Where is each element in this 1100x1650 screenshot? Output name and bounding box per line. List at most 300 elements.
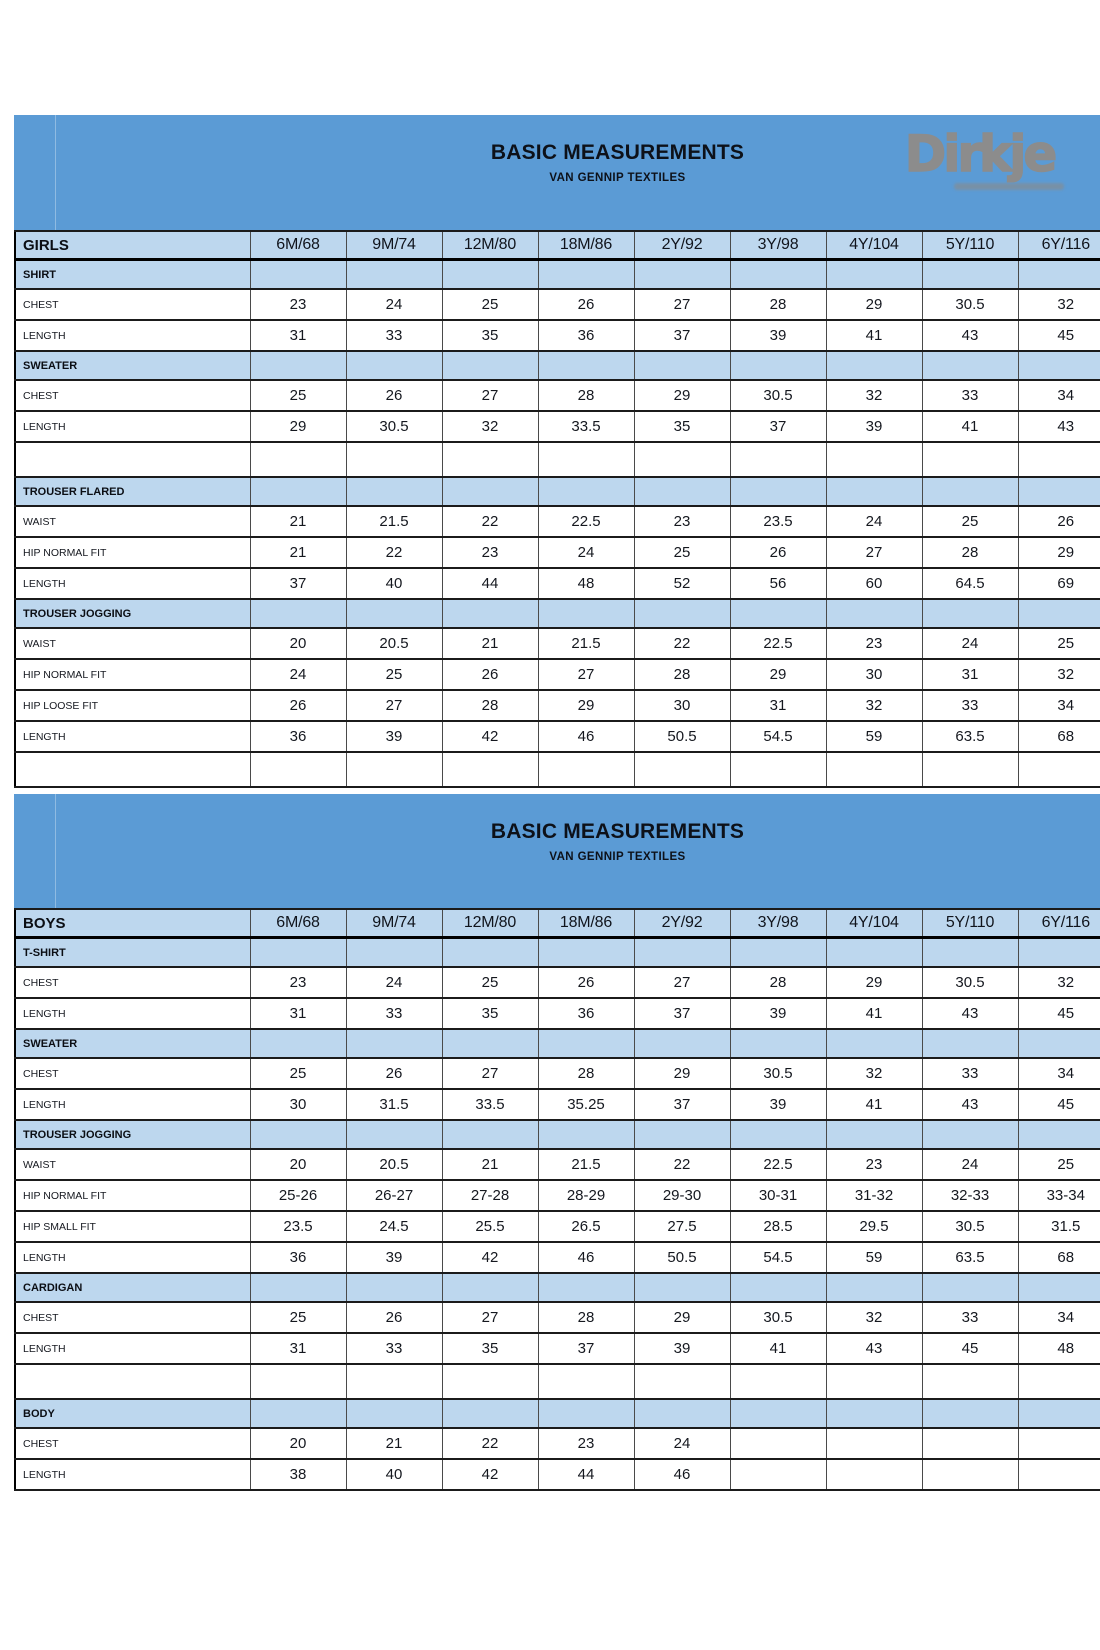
empty-cell <box>826 1273 922 1302</box>
empty-cell <box>538 1029 634 1058</box>
boys-size-table <box>14 908 1100 1491</box>
value-cell: 45 <box>1018 998 1100 1029</box>
value-cell: 29.5 <box>826 1211 922 1242</box>
value-cell: 33.5 <box>538 411 634 442</box>
value-cell: 29 <box>250 411 346 442</box>
value-cell: 21 <box>250 506 346 537</box>
empty-cell <box>538 442 634 477</box>
size-column-header: 4Y/104 <box>826 231 922 260</box>
dirkje-logo <box>872 125 1087 190</box>
page-title: BASIC MEASUREMENTS <box>490 141 745 164</box>
value-cell: 50.5 <box>634 721 730 752</box>
value-cell: 35.25 <box>538 1089 634 1120</box>
value-cell: 33 <box>922 690 1018 721</box>
empty-cell <box>1018 752 1100 787</box>
row-label: LENGTH <box>15 411 250 442</box>
empty-cell <box>730 1029 826 1058</box>
value-cell: 26 <box>730 537 826 568</box>
empty-cell <box>634 442 730 477</box>
empty-cell <box>730 938 826 968</box>
table-group-header: GIRLS <box>15 231 250 260</box>
value-cell: 30.5 <box>922 967 1018 998</box>
row-label: HIP NORMAL FIT <box>15 659 250 690</box>
value-cell: 30.5 <box>346 411 442 442</box>
value-cell: 28-29 <box>538 1180 634 1211</box>
value-cell: 28 <box>442 690 538 721</box>
value-cell: 39 <box>730 998 826 1029</box>
value-cell: 37 <box>634 998 730 1029</box>
empty-cell <box>250 260 346 290</box>
empty-cell <box>1018 599 1100 628</box>
value-cell: 30 <box>826 659 922 690</box>
measurement-row <box>15 1180 1100 1211</box>
value-cell: 24.5 <box>346 1211 442 1242</box>
empty-cell <box>826 260 922 290</box>
value-cell: 33 <box>346 320 442 351</box>
value-cell: 22 <box>442 506 538 537</box>
measurement-row <box>15 659 1100 690</box>
value-cell: 20 <box>250 1149 346 1180</box>
value-cell: 45 <box>1018 1089 1100 1120</box>
size-column-header: 2Y/92 <box>634 909 730 938</box>
value-cell: 22 <box>634 628 730 659</box>
empty-cell <box>538 1364 634 1399</box>
value-cell: 22 <box>442 1428 538 1459</box>
empty-cell <box>730 260 826 290</box>
empty-cell <box>346 938 442 968</box>
value-cell: 31 <box>250 1333 346 1364</box>
value-cell: 37 <box>250 568 346 599</box>
empty-cell <box>442 442 538 477</box>
measurement-row <box>15 289 1100 320</box>
measurement-row <box>15 1242 1100 1273</box>
empty-cell <box>826 442 922 477</box>
measurement-row <box>15 1211 1100 1242</box>
value-cell: 41 <box>826 1089 922 1120</box>
value-cell: 48 <box>538 568 634 599</box>
page-subtitle: VAN GENNIP TEXTILES <box>549 172 686 184</box>
value-cell: 59 <box>826 721 922 752</box>
value-cell: 45 <box>1018 320 1100 351</box>
measurement-row <box>15 411 1100 442</box>
row-label: TROUSER JOGGING <box>15 1120 250 1149</box>
size-column-header: 12M/80 <box>442 909 538 938</box>
section-row <box>15 1399 1100 1428</box>
spacer-row <box>15 752 1100 787</box>
value-cell: 22 <box>634 1149 730 1180</box>
value-cell: 22.5 <box>538 506 634 537</box>
empty-cell <box>634 477 730 506</box>
empty-cell <box>346 1273 442 1302</box>
empty-cell <box>538 752 634 787</box>
value-cell: 45 <box>922 1333 1018 1364</box>
empty-cell <box>1018 442 1100 477</box>
empty-cell <box>538 477 634 506</box>
value-cell: 63.5 <box>922 1242 1018 1273</box>
value-cell: 24 <box>250 659 346 690</box>
empty-cell <box>250 938 346 968</box>
measurement-row <box>15 506 1100 537</box>
size-column-header: 2Y/92 <box>634 231 730 260</box>
value-cell: 31.5 <box>346 1089 442 1120</box>
value-cell: 25-26 <box>250 1180 346 1211</box>
row-label: WAIST <box>15 1149 250 1180</box>
row-label: SWEATER <box>15 1029 250 1058</box>
value-cell: 42 <box>442 1242 538 1273</box>
value-cell: 40 <box>346 1459 442 1490</box>
value-cell: 32-33 <box>922 1180 1018 1211</box>
value-cell: 69 <box>1018 568 1100 599</box>
value-cell: 25 <box>250 1058 346 1089</box>
value-cell: 34 <box>1018 1302 1100 1333</box>
value-cell: 20 <box>250 1428 346 1459</box>
empty-cell <box>442 752 538 787</box>
value-cell: 27 <box>634 289 730 320</box>
value-cell: 21 <box>442 1149 538 1180</box>
value-cell: 37 <box>634 320 730 351</box>
value-cell: 26 <box>1018 506 1100 537</box>
size-column-header: 6Y/116 <box>1018 909 1100 938</box>
value-cell: 29 <box>634 1302 730 1333</box>
empty-cell <box>346 260 442 290</box>
value-cell: 56 <box>730 568 826 599</box>
empty-cell <box>1018 1273 1100 1302</box>
measurement-row <box>15 320 1100 351</box>
value-cell: 42 <box>442 1459 538 1490</box>
empty-cell <box>634 351 730 380</box>
row-label: LENGTH <box>15 1242 250 1273</box>
value-cell: 27 <box>442 1302 538 1333</box>
empty-cell <box>730 1273 826 1302</box>
row-label: CHEST <box>15 380 250 411</box>
row-label: WAIST <box>15 506 250 537</box>
value-cell: 24 <box>922 1149 1018 1180</box>
value-cell: 24 <box>538 537 634 568</box>
value-cell: 26 <box>346 1302 442 1333</box>
empty-cell <box>922 1428 1018 1459</box>
value-cell: 22.5 <box>730 628 826 659</box>
empty-cell <box>250 599 346 628</box>
row-label: TROUSER JOGGING <box>15 599 250 628</box>
empty-cell <box>538 1399 634 1428</box>
size-column-header: 5Y/110 <box>922 909 1018 938</box>
row-label: SHIRT <box>15 260 250 290</box>
value-cell: 30-31 <box>730 1180 826 1211</box>
value-cell: 41 <box>730 1333 826 1364</box>
table-group-header: BOYS <box>15 909 250 938</box>
empty-cell <box>922 260 1018 290</box>
empty-cell <box>538 1273 634 1302</box>
measurement-row <box>15 967 1100 998</box>
value-cell: 23 <box>826 628 922 659</box>
value-cell: 29 <box>730 659 826 690</box>
size-column-header: 6M/68 <box>250 909 346 938</box>
value-cell: 41 <box>826 320 922 351</box>
section-row <box>15 599 1100 628</box>
value-cell: 28.5 <box>730 1211 826 1242</box>
size-column-header: 4Y/104 <box>826 909 922 938</box>
value-cell: 32 <box>1018 967 1100 998</box>
empty-cell <box>730 752 826 787</box>
value-cell: 32 <box>1018 659 1100 690</box>
value-cell: 43 <box>826 1333 922 1364</box>
value-cell: 36 <box>250 1242 346 1273</box>
empty-cell <box>250 752 346 787</box>
section-row <box>15 1029 1100 1058</box>
value-cell: 32 <box>826 1302 922 1333</box>
empty-cell <box>730 442 826 477</box>
empty-cell <box>826 1120 922 1149</box>
measurement-row <box>15 628 1100 659</box>
empty-cell <box>730 1364 826 1399</box>
row-label: LENGTH <box>15 1333 250 1364</box>
value-cell: 26 <box>538 967 634 998</box>
dirkje-logo-wordmark: Dirkje <box>904 125 1055 183</box>
value-cell: 21 <box>346 1428 442 1459</box>
section-row <box>15 1273 1100 1302</box>
empty-cell <box>730 351 826 380</box>
value-cell: 27-28 <box>442 1180 538 1211</box>
value-cell: 28 <box>634 659 730 690</box>
empty-cell <box>922 1459 1018 1490</box>
value-cell: 25 <box>1018 1149 1100 1180</box>
section-row <box>15 938 1100 968</box>
value-cell: 32 <box>442 411 538 442</box>
size-column-header: 3Y/98 <box>730 909 826 938</box>
value-cell: 28 <box>538 1302 634 1333</box>
value-cell: 31 <box>250 998 346 1029</box>
empty-cell <box>1018 260 1100 290</box>
empty-cell <box>346 1029 442 1058</box>
value-cell: 26 <box>250 690 346 721</box>
empty-cell <box>346 1120 442 1149</box>
size-column-header: 5Y/110 <box>922 231 1018 260</box>
empty-cell <box>1018 1399 1100 1428</box>
row-label: CHEST <box>15 967 250 998</box>
empty-cell <box>922 351 1018 380</box>
empty-cell <box>538 599 634 628</box>
value-cell: 21.5 <box>538 1149 634 1180</box>
boys-banner <box>14 794 1100 908</box>
row-label: CHEST <box>15 1302 250 1333</box>
size-column-header: 9M/74 <box>346 909 442 938</box>
girls-size-table <box>14 230 1100 788</box>
measurement-row <box>15 1333 1100 1364</box>
empty-cell <box>250 1120 346 1149</box>
empty-cell <box>922 1029 1018 1058</box>
value-cell: 41 <box>826 998 922 1029</box>
value-cell: 33 <box>922 380 1018 411</box>
empty-cell <box>1018 351 1100 380</box>
row-label: HIP NORMAL FIT <box>15 537 250 568</box>
value-cell: 23 <box>634 506 730 537</box>
empty-cell <box>442 351 538 380</box>
row-label: LENGTH <box>15 998 250 1029</box>
empty-cell <box>922 599 1018 628</box>
value-cell: 33 <box>922 1302 1018 1333</box>
value-cell: 44 <box>442 568 538 599</box>
empty-cell <box>250 1399 346 1428</box>
value-cell: 28 <box>538 380 634 411</box>
empty-cell <box>442 599 538 628</box>
empty-cell <box>250 1364 346 1399</box>
value-cell: 54.5 <box>730 1242 826 1273</box>
empty-cell <box>730 1459 826 1490</box>
measurement-row <box>15 1428 1100 1459</box>
value-cell: 23 <box>826 1149 922 1180</box>
value-cell: 21 <box>442 628 538 659</box>
empty-cell <box>634 938 730 968</box>
empty-cell <box>250 1273 346 1302</box>
value-cell: 46 <box>634 1459 730 1490</box>
empty-cell <box>634 1120 730 1149</box>
row-label: CHEST <box>15 1058 250 1089</box>
empty-cell <box>1018 477 1100 506</box>
value-cell: 29 <box>826 289 922 320</box>
value-cell: 29 <box>634 380 730 411</box>
empty-cell <box>730 477 826 506</box>
section-row <box>15 1120 1100 1149</box>
size-column-header: 18M/86 <box>538 231 634 260</box>
value-cell: 23 <box>250 967 346 998</box>
value-cell: 29-30 <box>634 1180 730 1211</box>
value-cell: 31 <box>730 690 826 721</box>
value-cell: 28 <box>730 967 826 998</box>
row-label: LENGTH <box>15 320 250 351</box>
empty-cell <box>1018 1364 1100 1399</box>
row-label: LENGTH <box>15 721 250 752</box>
value-cell: 28 <box>922 537 1018 568</box>
size-column-header: 3Y/98 <box>730 231 826 260</box>
value-cell: 25 <box>442 967 538 998</box>
value-cell: 20.5 <box>346 1149 442 1180</box>
value-cell: 23.5 <box>730 506 826 537</box>
value-cell: 25.5 <box>442 1211 538 1242</box>
row-label <box>15 1364 250 1399</box>
value-cell: 68 <box>1018 1242 1100 1273</box>
empty-cell <box>730 1120 826 1149</box>
empty-cell <box>442 1120 538 1149</box>
measurement-row <box>15 998 1100 1029</box>
size-column-header: 6M/68 <box>250 231 346 260</box>
value-cell: 25 <box>250 1302 346 1333</box>
empty-cell <box>1018 938 1100 968</box>
value-cell: 63.5 <box>922 721 1018 752</box>
row-label: WAIST <box>15 628 250 659</box>
value-cell: 33 <box>922 1058 1018 1089</box>
size-column-header: 6Y/116 <box>1018 231 1100 260</box>
value-cell: 39 <box>826 411 922 442</box>
empty-cell <box>1018 1459 1100 1490</box>
empty-cell <box>826 1428 922 1459</box>
value-cell: 33.5 <box>442 1089 538 1120</box>
banner-column-line <box>55 115 56 230</box>
value-cell: 29 <box>538 690 634 721</box>
value-cell: 27 <box>346 690 442 721</box>
value-cell: 30.5 <box>730 1302 826 1333</box>
empty-cell <box>538 938 634 968</box>
value-cell: 43 <box>922 1089 1018 1120</box>
empty-cell <box>922 1399 1018 1428</box>
row-label: HIP NORMAL FIT <box>15 1180 250 1211</box>
value-cell: 25 <box>346 659 442 690</box>
value-cell: 28 <box>538 1058 634 1089</box>
value-cell: 29 <box>1018 537 1100 568</box>
value-cell: 27 <box>634 967 730 998</box>
measurement-row <box>15 380 1100 411</box>
value-cell: 22.5 <box>730 1149 826 1180</box>
measurement-row <box>15 1459 1100 1490</box>
value-cell: 34 <box>1018 690 1100 721</box>
value-cell: 29 <box>826 967 922 998</box>
banner-text-block <box>14 794 1100 863</box>
value-cell: 40 <box>346 568 442 599</box>
value-cell: 25 <box>442 289 538 320</box>
empty-cell <box>442 938 538 968</box>
empty-cell <box>634 752 730 787</box>
spacer-row <box>15 442 1100 477</box>
value-cell: 26.5 <box>538 1211 634 1242</box>
spacer-row <box>15 1364 1100 1399</box>
empty-cell <box>442 1029 538 1058</box>
measurement-row <box>15 721 1100 752</box>
value-cell: 25 <box>250 380 346 411</box>
empty-cell <box>634 1364 730 1399</box>
value-cell: 30.5 <box>922 289 1018 320</box>
value-cell: 34 <box>1018 380 1100 411</box>
value-cell: 37 <box>538 1333 634 1364</box>
empty-cell <box>922 442 1018 477</box>
value-cell: 27.5 <box>634 1211 730 1242</box>
empty-cell <box>442 1273 538 1302</box>
value-cell: 46 <box>538 721 634 752</box>
row-label: T-SHIRT <box>15 938 250 968</box>
value-cell: 24 <box>826 506 922 537</box>
value-cell: 59 <box>826 1242 922 1273</box>
empty-cell <box>346 752 442 787</box>
value-cell: 43 <box>922 998 1018 1029</box>
empty-cell <box>442 1399 538 1428</box>
empty-cell <box>442 1364 538 1399</box>
value-cell: 50.5 <box>634 1242 730 1273</box>
value-cell: 27 <box>826 537 922 568</box>
empty-cell <box>826 1459 922 1490</box>
value-cell: 23 <box>250 289 346 320</box>
empty-cell <box>346 442 442 477</box>
value-cell: 26 <box>442 659 538 690</box>
value-cell: 35 <box>442 320 538 351</box>
value-cell: 36 <box>538 998 634 1029</box>
measurement-row <box>15 1149 1100 1180</box>
value-cell: 36 <box>250 721 346 752</box>
value-cell: 23 <box>538 1428 634 1459</box>
value-cell: 30.5 <box>730 1058 826 1089</box>
row-label: CHEST <box>15 289 250 320</box>
value-cell: 26-27 <box>346 1180 442 1211</box>
value-cell: 32 <box>1018 289 1100 320</box>
empty-cell <box>730 1399 826 1428</box>
value-cell: 35 <box>442 1333 538 1364</box>
empty-cell <box>538 351 634 380</box>
section-row <box>15 260 1100 290</box>
row-label: HIP SMALL FIT <box>15 1211 250 1242</box>
page-title: BASIC MEASUREMENTS <box>490 820 745 843</box>
value-cell: 35 <box>442 998 538 1029</box>
measurement-row <box>15 537 1100 568</box>
value-cell: 27 <box>442 380 538 411</box>
empty-cell <box>826 752 922 787</box>
empty-cell <box>346 351 442 380</box>
